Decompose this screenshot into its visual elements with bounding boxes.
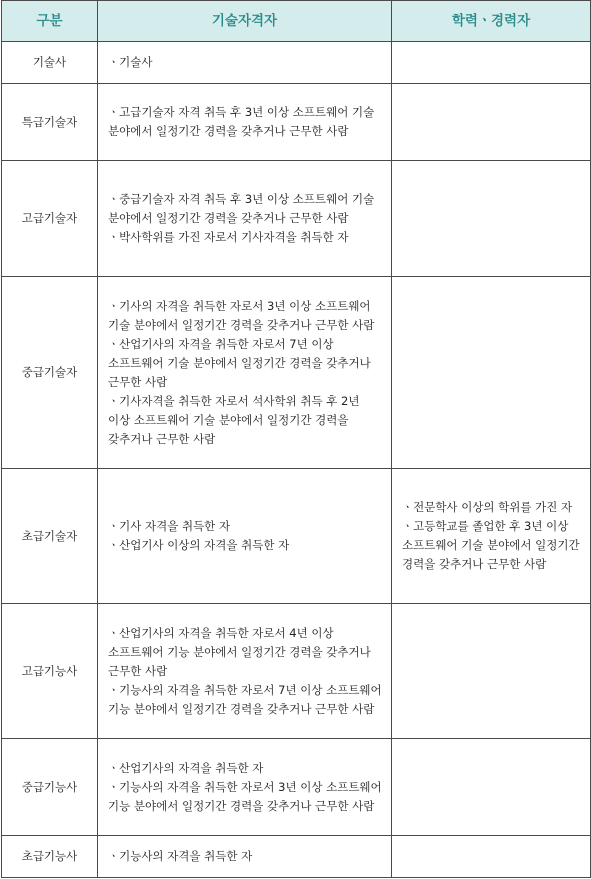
table-row [2,836,591,878]
technical-line: ㆍ산업기사 이상의 자격을 취득한 자 [108,538,290,552]
technical-line: ㆍ산업기사의 자격을 취득한 자 [108,760,264,775]
grade-cell: 기술사 [2,42,98,84]
technical-cell [98,42,392,84]
technical-line: ㆍ고급기술자 자격 취득 후 3년 이상 소프트웨어 기술 분야에서 일정기간 경력을 갖추거나 근무한 사람 [108,105,375,138]
grade-cell: 중급기술자 [2,277,98,469]
technical-line: ㆍ산업기사의 자격을 취득한 자로서 7년 이상 소프트웨어 기술 분야에서 일정기간 경력을 갖추거나 근무한 사람 [108,336,371,389]
technical-cell [98,161,392,277]
grade-cell: 초급기능사 [2,836,98,878]
academic-line: ㆍ전문학사 이상의 학위를 가진 자 [402,500,573,514]
technical-cell [98,469,392,604]
academic-line: ㆍ고등학교를 졸업한 후 3년 이상 소프트웨어 기술 분야에서 일정기간 경력을 갖추거나 근무한 사람 [402,519,580,571]
technical-line: ㆍ중급기술자 자격 취득 후 3년 이상 소프트웨어 기술 분야에서 일정기간 경력을 갖추거나 근무한 사람 [108,192,375,225]
technical-cell [98,739,392,836]
technical-line: ㆍ기능사의 자격을 취득한 자로서 3년 이상 소프트웨어 기능 분야에서 일정기간 경력을 갖추거나 근무한 사람 [108,779,382,813]
table-row [2,469,591,604]
technical-line: ㆍ산업기사의 자격을 취득한 자로서 4년 이상 소프트웨어 기능 분야에서 일정기간 경력을 갖추거나 근무한 사람 [108,625,371,678]
table-row [2,739,591,836]
grade-cell: 초급기술자 [2,469,98,604]
technical-cell [98,84,392,161]
technical-line: ㆍ박사학위를 가진 자로서 기사자격을 취득한 자 [108,230,349,244]
table-header-row [2,1,591,42]
grade-cell: 특급기술자 [2,84,98,161]
technical-line: ㆍ기사의 자격을 취득한 자로서 3년 이상 소프트웨어 기술 분야에서 일정기간 경력을 갖추거나 근무한 사람 [108,298,375,332]
grade-cell: 고급기술자 [2,161,98,277]
academic-cell [392,277,591,469]
technical-cell [98,277,392,469]
grade-cell: 중급기능사 [2,739,98,836]
technical-line: ㆍ기사 자격을 취득한 자 [108,519,231,533]
table-row [2,277,591,469]
table-row [2,84,591,161]
table-row [2,161,591,277]
academic-cell [392,739,591,836]
header-technical: 기술자격자 [98,1,392,42]
technical-line: ㆍ기술사 [108,55,153,69]
academic-cell [392,84,591,161]
academic-cell [392,161,591,277]
technical-cell [98,604,392,739]
academic-cell [392,604,591,739]
academic-cell [392,836,591,878]
table-row [2,604,591,739]
header-academic: 학력ㆍ경력자 [392,1,591,42]
technical-line: ㆍ기능사의 자격을 취득한 자 [108,849,253,863]
grade-cell: 고급기능사 [2,604,98,739]
table-row [2,42,591,84]
technical-line: ㆍ기능사의 자격을 취득한 자로서 7년 이상 소프트웨어 기능 분야에서 일정기간 경력을 갖추거나 근무한 사람 [108,682,382,716]
technical-line: ㆍ기사자격을 취득한 자로서 석사학위 취득 후 2년 이상 소프트웨어 기술 분야에서 일정기간 경력을 갖추거나 근무한 사람 [108,393,360,446]
academic-cell [392,469,591,604]
qualification-table [1,0,591,878]
academic-cell [392,42,591,84]
header-grade: 구분 [2,1,98,42]
technical-cell [98,836,392,878]
